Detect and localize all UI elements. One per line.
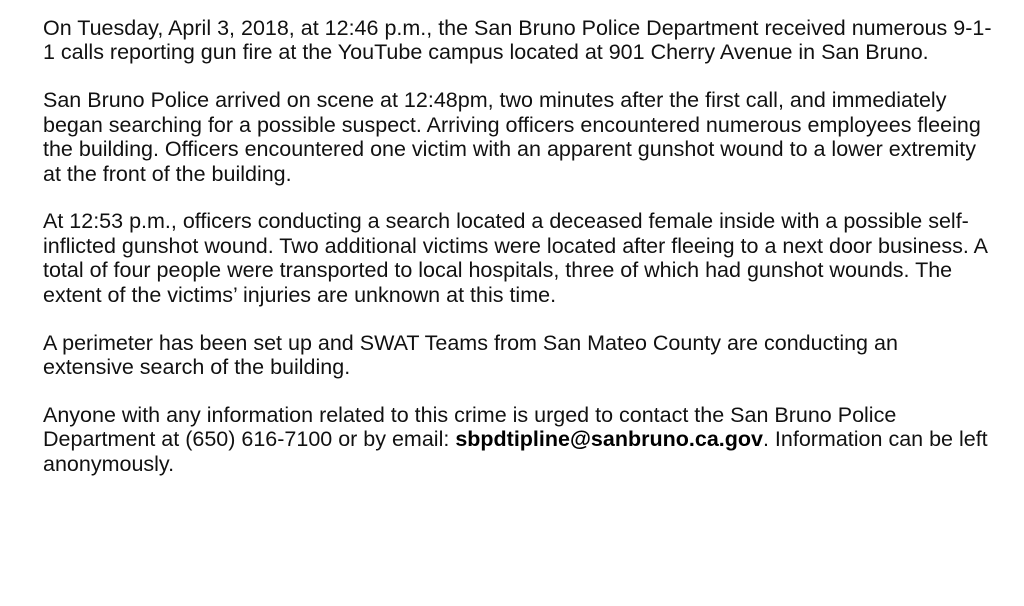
paragraph-police-arrival: San Bruno Police arrived on scene at 12:48pm, two minutes after the first call, and immediately began searching for a possible suspect. Arriving officers encountered numerous employees fleeing the building. Officers encountered one victim with an apparent gunshot wound to a lower extremity at the front of the building. — [43, 88, 981, 186]
paragraph-victims: At 12:53 p.m., officers conducting a search located a deceased female inside with a possible self-inflicted gunshot wound. Two additional victims were located after fleeing to a next door business. A total of four people were transported to local hospitals, three of which had gunshot wounds. The extent of the victims’ injuries are unknown at this time. — [43, 209, 987, 307]
paragraph-incident-report: On Tuesday, April 3, 2018, at 12:46 p.m., the San Bruno Police Department received numerous 9-1-1 calls reporting gun fire at the YouTube campus located at 901 Cherry Avenue in San Bruno. — [43, 16, 992, 65]
contact-text-before: Anyone with any information related to this crime is urged to contact the San Bruno Police Department at (650) 616-7100 or by email: — [43, 402, 897, 452]
paragraph-perimeter: A perimeter has been set up and SWAT Teams from San Mateo County are conducting an extensive search of the building. — [43, 330, 898, 379]
tipline-email: sbpdtipline@sanbruno.ca.gov — [455, 427, 763, 452]
contact-text-after: . Information can be left anonymously. — [43, 427, 988, 476]
paragraph-contact-info — [43, 403, 994, 476]
